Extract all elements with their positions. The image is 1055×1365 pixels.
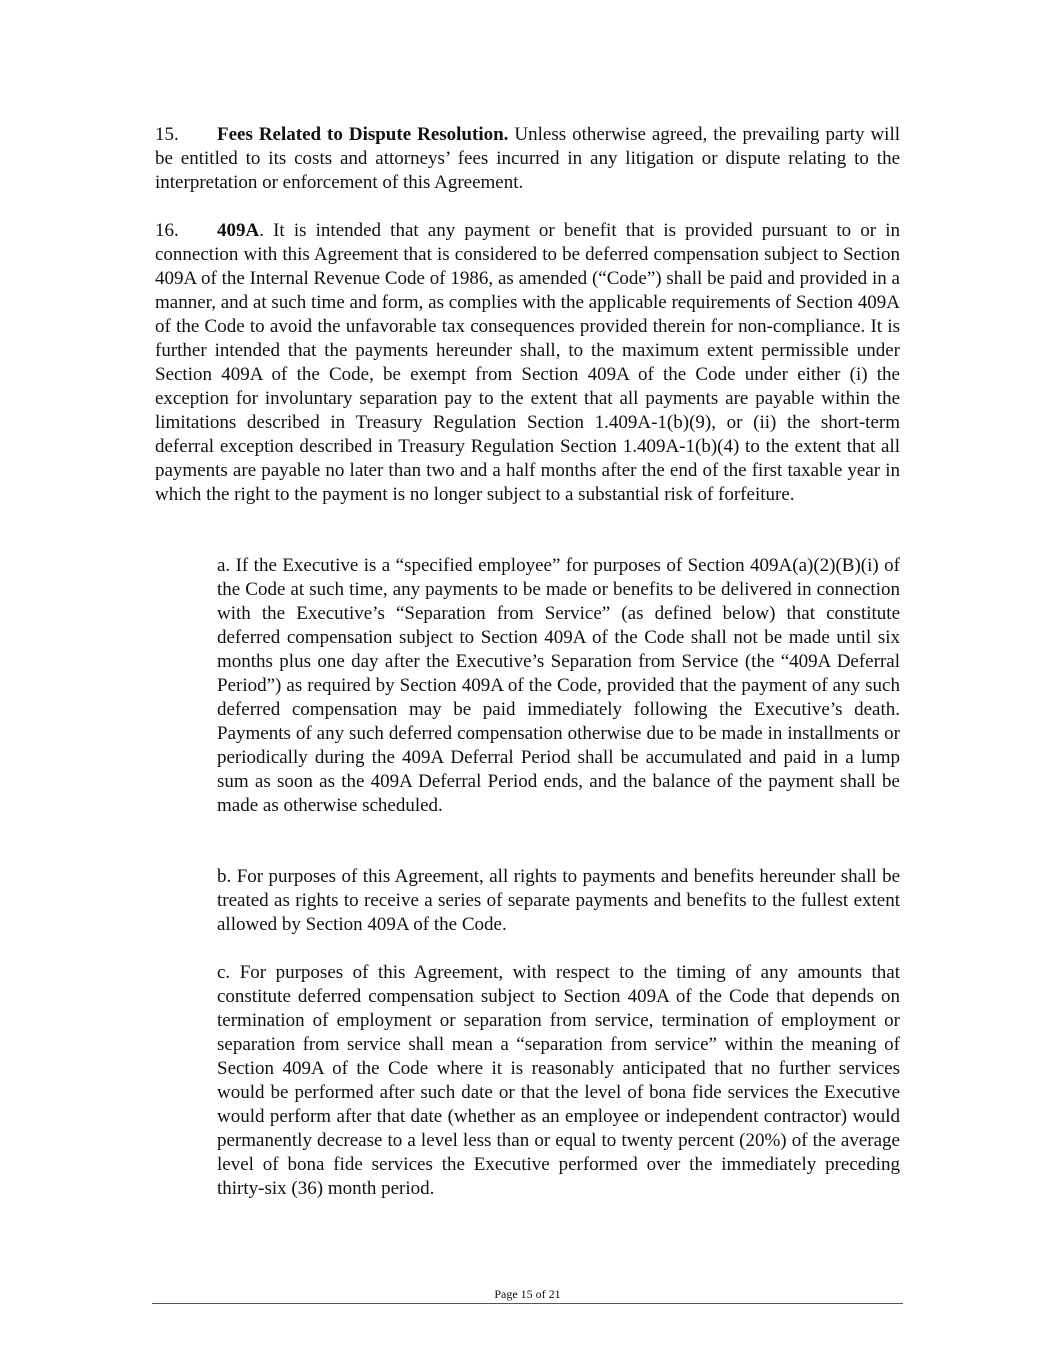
section-16-number: 16.	[155, 220, 179, 241]
section-16-subparagraph-b: b. For purposes of this Agreement, all rights to payments and benefits hereunder shall be treated as rights to receive a series of separate payments and benefits to the fullest extent allowed by Section 409A of the Code.	[217, 866, 900, 935]
section-16-heading: 409A	[217, 220, 260, 241]
footer-divider	[152, 1303, 903, 1304]
section-16-paragraph	[155, 219, 900, 507]
section-16-text: . It is intended that any payment or benefit that is provided pursuant to or in connection with this Agreement that is considered to be deferred compensation subject to Section 409A of the Internal Revenue Code of 1986, as amended (“Code”) shall be paid and provided in a manner, and at such time and form, as complies with the applicable requirements of Section 409A of the Code to avoid the unfavorable tax consequences provided therein for non-compliance. It is further intended that the payments hereunder shall, to the maximum extent permissible under Section 409A of the Code, be exempt from Section 409A of the Code under either (i) the exception for involuntary separation pay to the extent that all payments are payable within the limitations described in Treasury Regulation Section 1.409A-1(b)(9), or (ii) the short-term deferral exception described in Treasury Regulation Section 1.409A-1(b)(4) to the extent that all payments are payable no later than two and a half months after the end of the first taxable year in which the right to the payment is no longer subject to a substantial risk of forfeiture.	[155, 220, 900, 505]
section-15-text: Unless otherwise agreed, the prevailing party will be entitled to its costs and attorneys’ fees incurred in any litigation or dispute relating to the interpretation or enforcement of this Agreement.	[155, 124, 901, 193]
section-16-subparagraph-c: c. For purposes of this Agreement, with respect to the timing of any amounts that constitute deferred compensation subject to Section 409A of the Code that depends on termination of employment or separation from service, termination of employment or separation from service shall mean a “separation from service” within the meaning of Section 409A of the Code where it is reasonably anticipated that no further services would be performed after such date or that the level of bona fide services the Executive would perform after that date (whether as an employee or independent contractor) would permanently decrease to a level less than or equal to twenty percent (20%) of the average level of bona fide services the Executive performed over the immediately preceding thirty-six (36) month period.	[217, 962, 900, 1199]
section-16-subparagraph-a: a. If the Executive is a “specified employee” for purposes of Section 409A(a)(2)(B)(i) of the Code at such time, any payments to be made or benefits to be delivered in connection with the Executive’s “Separation from Service” (as defined below) that constitute deferred compensation subject to Section 409A of the Code shall not be made until six months plus one day after the Executive’s Separation from Service (the “409A Deferral Period”) as required by Section 409A of the Code, provided that the payment of any such deferred compensation may be paid immediately following the Executive’s death. Payments of any such deferred compensation otherwise due to be made in installments or periodically during the 409A Deferral Period shall be accumulated and paid in a lump sum as soon as the 409A Deferral Period ends, and the balance of the payment shall be made as otherwise scheduled.	[217, 555, 900, 816]
section-15-paragraph	[155, 123, 900, 195]
section-15-number: 15.	[155, 124, 179, 145]
section-15-heading: Fees Related to Dispute Resolution.	[217, 124, 509, 145]
page-number: Page 15 of 21	[494, 1287, 561, 1301]
